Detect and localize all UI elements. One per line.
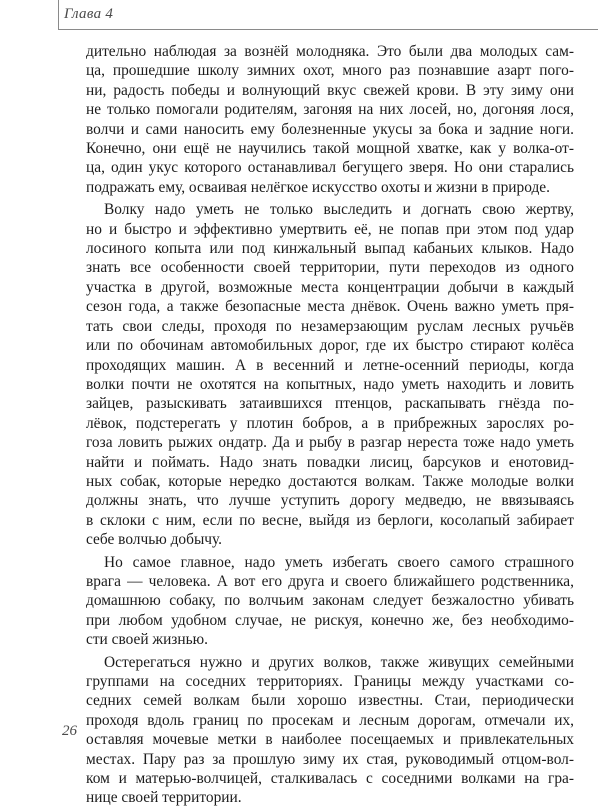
text-line: гоза ловить рыжих ондатр. Да и рыбу в разгар нереста тоже надо уметь bbox=[86, 434, 574, 452]
text-line: Но самое главное, надо уметь избегать своего самого страшного bbox=[104, 553, 574, 571]
running-header bbox=[0, 0, 600, 30]
text-line: лосиного копыта или под кинжальный выпад кабаньих клыков. Надо bbox=[86, 240, 574, 258]
text-line: волки почти не охотятся на копытных, надо уметь находить и ловить bbox=[86, 375, 574, 393]
text-line: ца, прошедшие школу зимних охот, много раз познавшие азарт пого- bbox=[86, 62, 574, 80]
text-line: сезон года, а также безопасные места днёвок. Очень важно уметь пря- bbox=[86, 298, 574, 316]
body-text bbox=[86, 42, 574, 811]
text-line: Остерегаться нужно и других волков, также живущих семейными bbox=[104, 653, 574, 671]
text-line: Волку надо уметь не только выследить и догнать свою жертву, bbox=[104, 201, 574, 219]
text-line: но и быстро и эффективно умертвить её, не попав при этом под удар bbox=[86, 220, 574, 238]
text-line: ных собак, которые нередко достаются волкам. Также молодые волки bbox=[86, 472, 574, 490]
text-line: найти и поймать. Надо знать повадки лисиц, барсуков и енотовид- bbox=[86, 453, 574, 471]
text-line: дительно наблюдая за вознёй молодняка. Это были два молодых сам- bbox=[86, 43, 574, 60]
chapter-title: Глава 4 bbox=[64, 6, 114, 22]
header-rule bbox=[58, 29, 598, 30]
text-line: ком и матерью-волчицей, сталкивалась с соседними волками на гра- bbox=[86, 770, 574, 788]
text-line: сти своей жизнью. bbox=[86, 631, 208, 649]
header-tick-rule bbox=[58, 0, 59, 30]
text-line: Конечно, они ещё не научились такой мощной хватке, как у волка-от- bbox=[86, 140, 574, 158]
text-line: участка в другой, возможные места концентрации добычи в каждый bbox=[86, 278, 574, 296]
text-line: или по обочинам автомобильных дорог, где их быстро стирают колёса bbox=[86, 337, 574, 355]
text-line: не только помогали родителям, загоняя на них лосей, но, догоняя лося, bbox=[86, 101, 574, 119]
text-line: в склоки с ним, если по весне, выйдя из берлоги, косолапый забирает bbox=[86, 511, 574, 529]
text-line: проходящих машин. А в весенний и летне-осенний периоды, когда bbox=[86, 356, 574, 374]
paragraph bbox=[86, 653, 574, 808]
paragraph bbox=[86, 42, 574, 197]
paragraph bbox=[86, 553, 574, 650]
text-line: должны знать, что лучше уступить дорогу медведю, не ввязываясь bbox=[86, 492, 574, 510]
text-line: группами на соседних территориях. Границы между участками со- bbox=[86, 673, 574, 690]
text-line: домашнюю собаку, по волчьим законам следует безжалостно убивать bbox=[86, 592, 574, 610]
text-line: подражать ему, осваивая нелёгкое искусство охоты и жизни в природе. bbox=[86, 178, 550, 196]
text-line: зайцев, разыскивать затаившихся птенцов, раскапывать гнёзда по- bbox=[86, 395, 574, 413]
paragraph bbox=[86, 200, 574, 549]
text-line: при любом удобном случае, не рискуя, конечно же, без необходимо- bbox=[86, 611, 574, 629]
text-line: себе волчью добычу. bbox=[86, 531, 223, 549]
text-line: ни, радость победы и волнующий вкус свежей крови. В эту зиму они bbox=[86, 81, 574, 99]
text-line: нице своей территории. bbox=[86, 789, 242, 807]
text-line: тать свои следы, проходя по незамерзающим руслам лесных ручьёв bbox=[86, 317, 574, 335]
text-line: проходя вдоль границ по просекам и лесным дорогам, отмечали их, bbox=[86, 711, 574, 729]
text-line: седних семей волкам были хорошо известны. Стаи, периодически bbox=[86, 692, 574, 710]
text-line: волчи и сами наносить ему болезненные укусы за бока и задние ноги. bbox=[86, 120, 574, 138]
text-line: ца, один укус которого останавливал бегущего зверя. Но они старались bbox=[86, 159, 574, 177]
text-line: оставляя мочевые метки в наиболее посещаемых и привлекательных bbox=[86, 731, 574, 749]
page-number: 26 bbox=[62, 723, 77, 739]
text-line: врага — человека. А вот его друга и своего ближайшего родственника, bbox=[86, 572, 574, 590]
text-line: лёвок, подстерегать у плотин бобров, а в прибрежных зарослях ро- bbox=[86, 414, 574, 432]
text-line: местах. Пару раз за прошлую зиму их стая, руководимый отцом-вол- bbox=[86, 750, 574, 768]
text-line: знать все особенности своей территории, пути переходов из одного bbox=[86, 259, 574, 277]
